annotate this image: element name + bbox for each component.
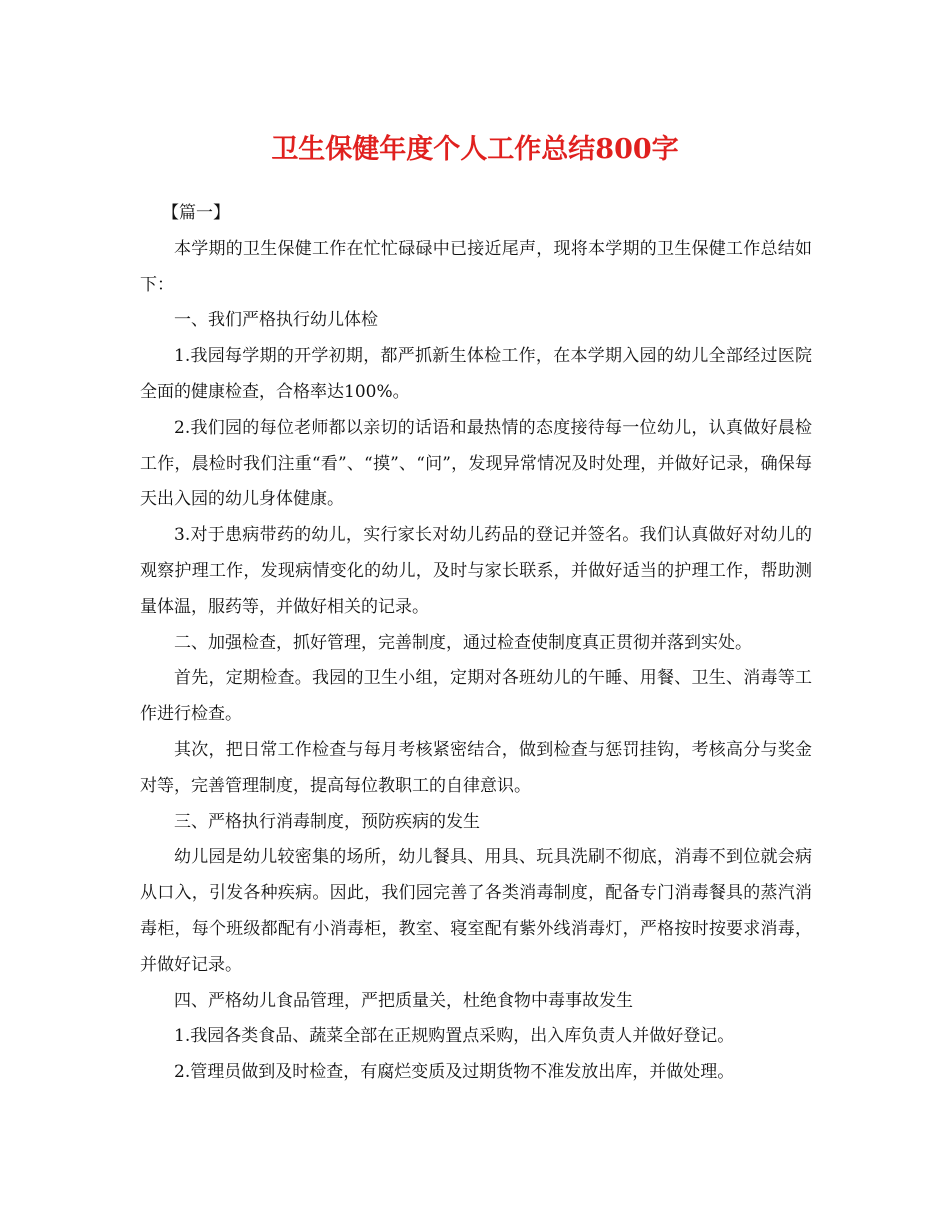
- section-heading: 四、严格幼儿食品管理，严把质量关，杜绝食物中毒事故发生: [174, 990, 633, 1011]
- paragraph: 3.对于患病带药的幼儿，实行家长对幼儿药品的登记并签名。我们认真做好对幼儿的观察护理工作，发现病情变化的幼儿，及时与家长联系，并做好适当的护理工作，帮助测量体温，服药等，并做好相关的记录。: [140, 525, 812, 617]
- paragraph: 首先，定期检查。我园的卫生小组，定期对各班幼儿的午睡、用餐、卫生、消毒等工作进行检查。: [140, 668, 812, 725]
- paragraph: 本学期的卫生保健工作在忙忙碌碌中已接近尾声，现将本学期的卫生保健工作总结如下：: [140, 238, 812, 295]
- section-heading: 二、加强检查，抓好管理，完善制度，通过检查使制度真正贯彻并落到实处。: [174, 632, 752, 653]
- paragraph: 1.我园每学期的开学初期，都严抓新生体检工作，在本学期入园的幼儿全部经过医院全面的健康检查，合格率达100%。: [140, 346, 812, 402]
- section-heading: 三、严格执行消毒制度，预防疾病的发生: [174, 811, 480, 832]
- paragraph: 其次，把日常工作检查与每月考核紧密结合，做到检查与惩罚挂钩，考核高分与奖金对等，完善管理制度，提高每位教职工的自律意识。: [140, 739, 812, 796]
- section-tag: 【篇一】: [162, 203, 230, 223]
- section-heading: 一、我们严格执行幼儿体检: [174, 310, 378, 331]
- paragraph: 1.我园各类食品、蔬菜全部在正规购置点采购，出入库负责人并做好登记。: [174, 1026, 735, 1047]
- paragraph: 2.管理员做到及时检查，有腐烂变质及过期货物不准发放出库，并做处理。: [174, 1062, 735, 1083]
- document-title: 卫生保健年度个人工作总结800字: [271, 134, 679, 165]
- paragraph: 2.我们园的每位老师都以亲切的话语和最热情的态度接待每一位幼儿，认真做好晨检工作，晨检时我们注重“看”、“摸”、“问”，发现异常情况及时处理，并做好记录，确保每天出入园的幼儿身体健康。: [140, 417, 812, 510]
- document-body: [140, 196, 812, 1091]
- paragraph: 幼儿园是幼儿较密集的场所，幼儿餐具、用具、玩具洗刷不彻底，消毒不到位就会病从口入，引发各种疾病。因此，我们园完善了各类消毒制度，配备专门消毒餐具的蒸汽消毒柜，每个班级都配有小消毒柜，教室、寝室配有紫外线消毒灯，严格按时按要求消毒，并做好记录。: [140, 847, 812, 975]
